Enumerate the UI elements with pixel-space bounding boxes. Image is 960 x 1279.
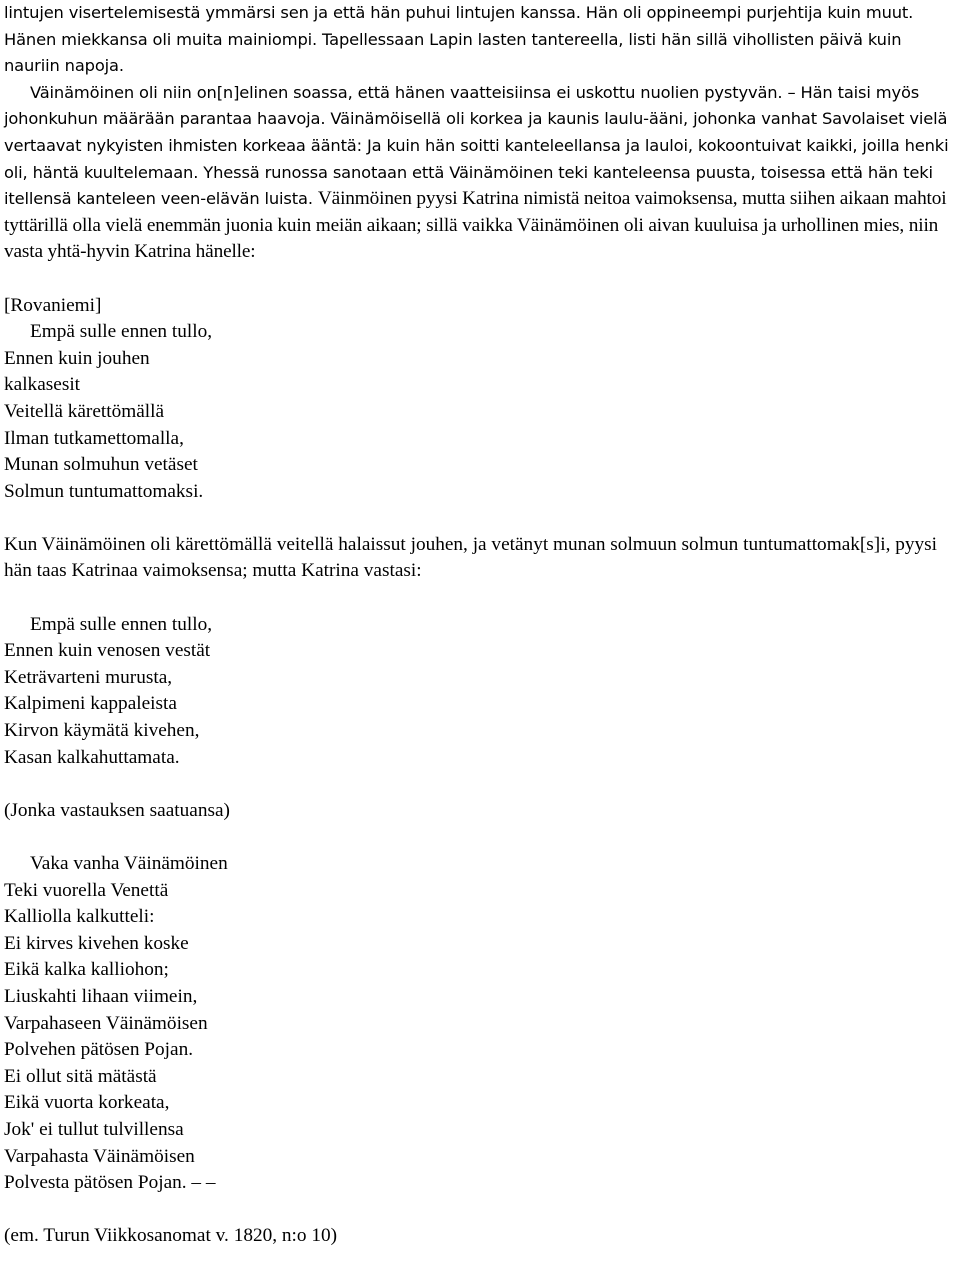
poem-line: Eikä kalka kalliohon; [4, 959, 169, 981]
poem-line: Ei ollut sitä mätästä [4, 1065, 157, 1087]
source-note: (em. Turun Viikkosanomat v. 1820, n:o 10) [4, 1225, 338, 1247]
poem-line: Polvesta pätösen Pojan. – – [4, 1172, 216, 1194]
poem-line: Kalliolla kalkutteli: [4, 906, 155, 928]
poem-line: Keträvarteni murusta, [4, 666, 173, 688]
spacer [4, 1197, 956, 1224]
spacer [4, 585, 956, 612]
poem-1-heading: [Rovaniemi] [4, 294, 102, 316]
poem-line: Eikä vuorta korkeata, [4, 1092, 170, 1114]
poem-line: Teki vuorella Venettä [4, 879, 169, 901]
paragraph-3: (Jonka vastauksen saatuansa) [4, 799, 230, 821]
poem-line: Empä sulle ennen tullo, [30, 321, 213, 343]
poem-line: Kalpimeni kappaleista [4, 693, 177, 715]
poem-line: Kirvon käymätä kivehen, [4, 720, 200, 742]
poem-line: Ilman tutkamettomalla, [4, 427, 184, 449]
paragraph-2: Kun Väinämöinen oli kärettömällä veitellä halaissut jouhen, ja vetänyt munan solmuun solmun tuntumattomak[s]i, pyysi hän taas Katrinaa vaimoksensa; mutta Katrina vastasi: [4, 533, 938, 582]
paragraph-1-part-c: Väinämöisellä oli korkea ja kaunis laulu-ääni, johonka vanhat Savolaiset vielä vertaavat nykyisten ihmisten korkeaa ääntä: Ja kuin hän soitti kanteleellansa ja lauloi, kokoontuivat kaikki, joilla henki oli, häntä kuultelemaan. [4, 109, 949, 182]
poem-line: Jok' ei tullut tulvillensa [4, 1118, 184, 1140]
paragraph-1 [4, 0, 956, 266]
spacer [4, 266, 956, 293]
poem-line: Solmun tuntumattomaksi. [4, 480, 204, 502]
poem-line: Empä sulle ennen tullo, [30, 613, 213, 635]
poem-line: Veitellä kärettömällä [4, 400, 165, 422]
poem-line: Vaka vanha Väinämöinen [30, 853, 228, 874]
poem-line: Liuskahti lihaan viimein, [4, 985, 198, 1007]
poem-1 [4, 293, 956, 506]
poem-line: Kasan kalkahuttamata. [4, 746, 180, 768]
paragraph-1-part-e: Väinmöinen pyysi Katrina nimistä neitoa vaimoksensa, mutta siihen aikaan mahtoi tyttärillä olla vielä enemmän juonia kuin meiän aikaan; sillä vaikka Väinämöinen oli aivan kuuluisa ja urhollinen mies, niin vasta yhtä-hyvin Katrina hänelle: [4, 188, 947, 263]
spacer [4, 771, 956, 798]
poem-3 [4, 851, 956, 1197]
poem-line: Varpahasta Väinämöisen [4, 1145, 195, 1167]
poem-line: Polvehen pätösen Pojan. [4, 1039, 194, 1061]
paragraph-1-part-b: Väinämöinen oli niin on[n]elinen soassa, että hänen vaatteisiinsa ei uskottu nuolien pystyvän. – Hän taisi myös johonkuhun määrään parantaa haavoja. [4, 82, 920, 129]
poem-line: Ennen kuin venosen vestät [4, 640, 211, 662]
poem-2 [4, 612, 956, 772]
poem-line: kalkasesit [4, 374, 81, 396]
poem-line: Munan solmuhun vetäset [4, 454, 198, 476]
poem-line: Varpahaseen Väinämöisen [4, 1012, 208, 1034]
poem-line: Ei kirves kivehen koske [4, 932, 189, 954]
spacer [4, 824, 956, 851]
poem-line: Ennen kuin jouhen [4, 347, 150, 369]
paragraph-1-part-d: Yhessä runossa sanotaan että Väinämöinen teki kanteleensa puusta, toisessa että hän teki itellensä kanteleen veen-elävän luista. [4, 162, 933, 209]
spacer [4, 505, 956, 532]
document-page [4, 0, 956, 1250]
paragraph-1-part-a: lintujen visertelemisestä ymmärsi sen ja että hän puhui lintujen kanssa. Hän oli oppineempi purjehtija kuin muut. Hänen miekkansa oli muita mainiompi. Tapellessaan Lapin lasten tantereella, listi hän sillä vihollisten päivä kuin nauriin napoja. [4, 3, 914, 76]
